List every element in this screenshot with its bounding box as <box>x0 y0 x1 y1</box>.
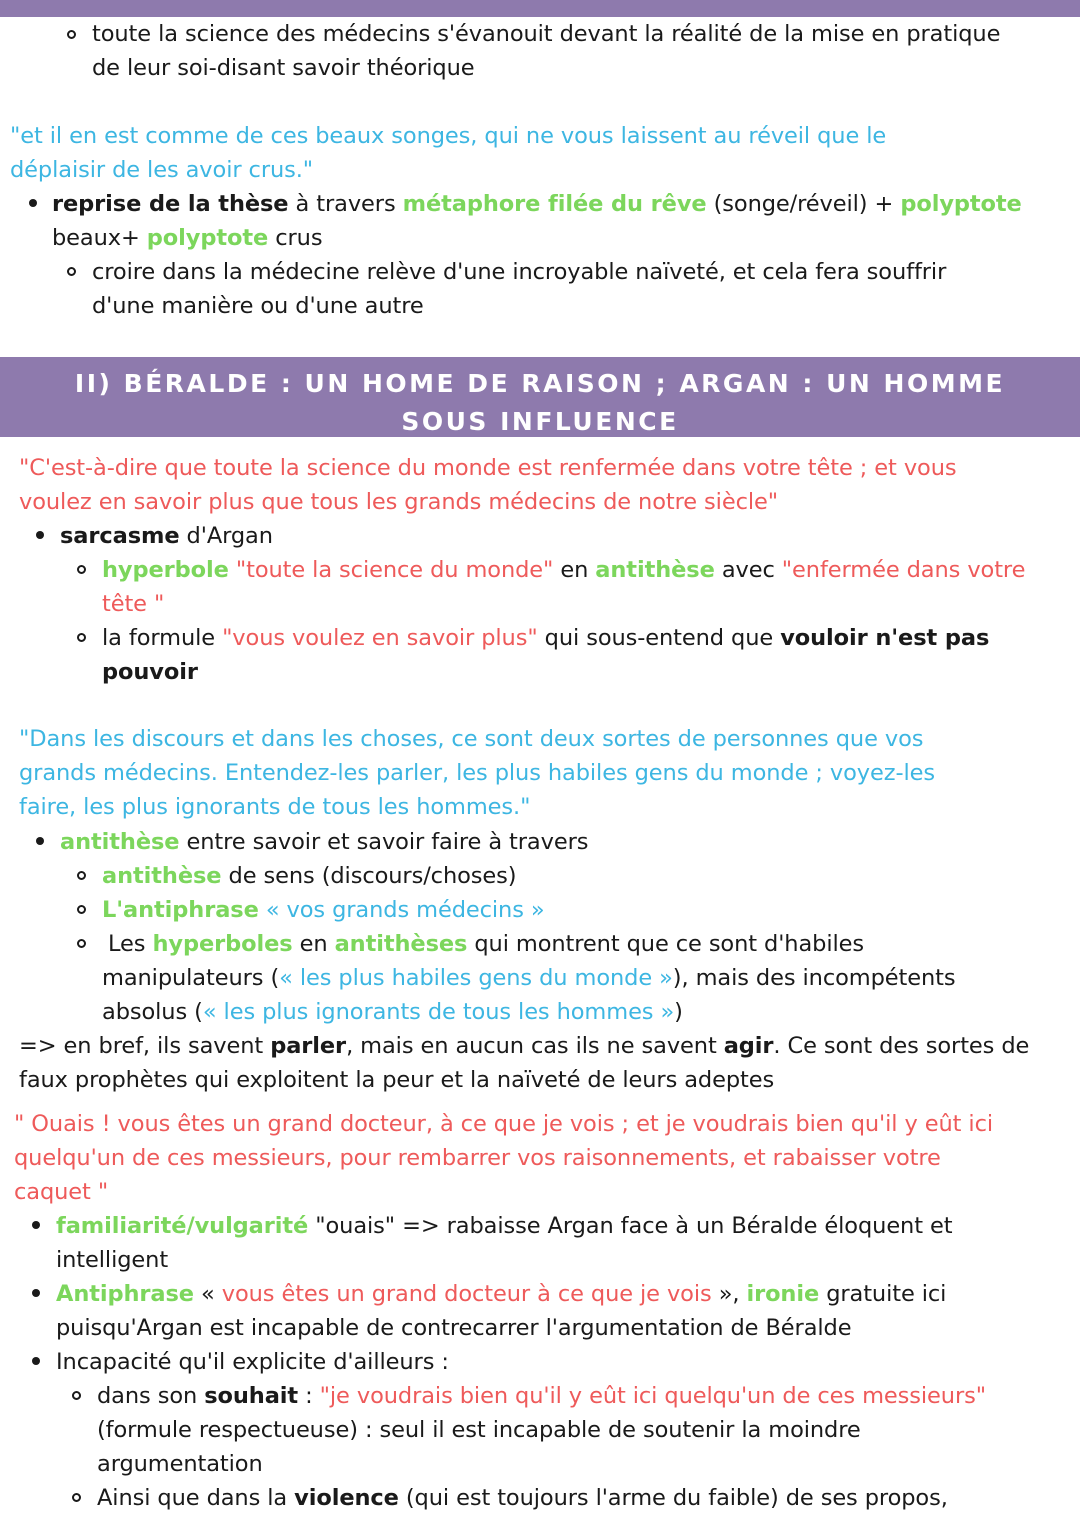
quote-text: "C'est-à-dire que toute la science du monde est renfermée dans votre tête ; et vous <box>19 455 957 481</box>
analysis-point: Incapacité qu'il explicite d'ailleurs : <box>56 1349 449 1375</box>
quote-text: grands médecins. Entendez-les parler, les plus habiles gens du monde ; voyez-les <box>19 760 936 786</box>
sub-point-text: antithèse de sens (discours/choses) <box>102 863 517 889</box>
top-accent-bar <box>0 0 1080 17</box>
sub-bullet <box>72 1391 81 1400</box>
sub-bullet <box>77 871 86 880</box>
analysis-point: intelligent <box>56 1247 169 1273</box>
section-title: SOUS INFLUENCE <box>401 407 679 436</box>
sub-point-text: hyperbole "toute la science du monde" en antithèse avec "enfermée dans votre <box>102 557 1026 583</box>
bullet <box>32 1289 40 1297</box>
conclusion-text: faux prophètes qui exploitent la peur et la naïveté de leurs adeptes <box>19 1067 775 1093</box>
analysis-point: familiarité/vulgarité "ouais" => rabaisse Argan face à un Béralde éloquent et <box>56 1213 953 1239</box>
quote-text: caquet " <box>14 1179 109 1205</box>
quote-text: déplaisir de les avoir crus." <box>10 157 314 183</box>
quote-text: "Dans les discours et dans les choses, ce sont deux sortes de personnes que vos <box>19 726 924 752</box>
analysis-point: Antiphrase « vous êtes un grand docteur à ce que je vois », ironie gratuite ici <box>56 1281 947 1307</box>
conclusion-text: => en bref, ils savent parler, mais en aucun cas ils ne savent agir. Ce sont des sortes de <box>19 1033 1030 1059</box>
sub-point-text: Les hyperboles en antithèses qui montrent que ce sont d'habiles <box>108 931 865 957</box>
analysis-point: antithèse entre savoir et savoir faire à travers <box>60 829 589 855</box>
sub-point-text: manipulateurs (« les plus habiles gens du monde »), mais des incompétents <box>102 965 956 991</box>
sub-point-text: L'antiphrase « vos grands médecins » <box>102 897 545 923</box>
bullet <box>36 837 44 845</box>
sub-point-text: argumentation <box>97 1451 263 1477</box>
sub-point-text: tête " <box>102 591 165 617</box>
quote-text: faire, les plus ignorants de tous les hommes." <box>19 794 531 820</box>
analysis-point: puisqu'Argan est incapable de contrecarrer l'argumentation de Béralde <box>56 1315 852 1341</box>
sub-bullet <box>77 939 86 948</box>
sub-bullet <box>77 633 86 642</box>
sub-bullet <box>67 30 76 39</box>
sub-point-text: toute la science des médecins s'évanouit devant la réalité de la mise en pratique <box>92 21 1001 47</box>
bullet <box>29 199 37 207</box>
section-title: II) BÉRALDE : UN HOME DE RAISON ; ARGAN : UN HOMME <box>74 369 1006 398</box>
sub-point-text: la formule "vous voulez en savoir plus" qui sous-entend que vouloir n'est pas <box>102 625 990 651</box>
sub-point-text: croire dans la médecine relève d'une incroyable naïveté, et cela fera souffrir <box>92 259 947 285</box>
bullet <box>36 531 44 539</box>
bullet <box>32 1221 40 1229</box>
sub-bullet <box>67 267 76 276</box>
bullet <box>32 1357 40 1365</box>
analysis-point: reprise de la thèse à travers métaphore filée du rêve (songe/réveil) + polyptote <box>52 191 1022 217</box>
analysis-point: beaux+ polyptote crus <box>52 225 323 251</box>
sub-point-text: d'une manière ou d'une autre <box>92 293 424 319</box>
sub-point-text: de leur soi-disant savoir théorique <box>92 55 475 81</box>
sub-bullet <box>77 905 86 914</box>
sub-point-text: (formule respectueuse) : seul il est incapable de soutenir la moindre <box>97 1417 861 1443</box>
quote-text: quelqu'un de ces messieurs, pour rembarrer vos raisonnements, et rabaisser votre <box>14 1145 941 1171</box>
sub-point-text: absolus (« les plus ignorants de tous les hommes ») <box>102 999 683 1025</box>
quote-text: " Ouais ! vous êtes un grand docteur, à ce que je vois ; et je voudrais bien qu'il y eût ici <box>14 1111 994 1137</box>
sub-point-text: pouvoir <box>102 659 198 685</box>
quote-text: "et il en est comme de ces beaux songes, qui ne vous laissent au réveil que le <box>10 123 887 149</box>
sub-point-text: Ainsi que dans la violence (qui est toujours l'arme du faible) de ses propos, <box>97 1485 948 1511</box>
sub-bullet <box>72 1493 81 1502</box>
quote-text: voulez en savoir plus que tous les grands médecins de notre siècle" <box>19 489 778 515</box>
sub-point-text: dans son souhait : "je voudrais bien qu'il y eût ici quelqu'un de ces messieurs" <box>97 1383 986 1409</box>
analysis-point: sarcasme d'Argan <box>60 523 273 549</box>
sub-bullet <box>77 565 86 574</box>
